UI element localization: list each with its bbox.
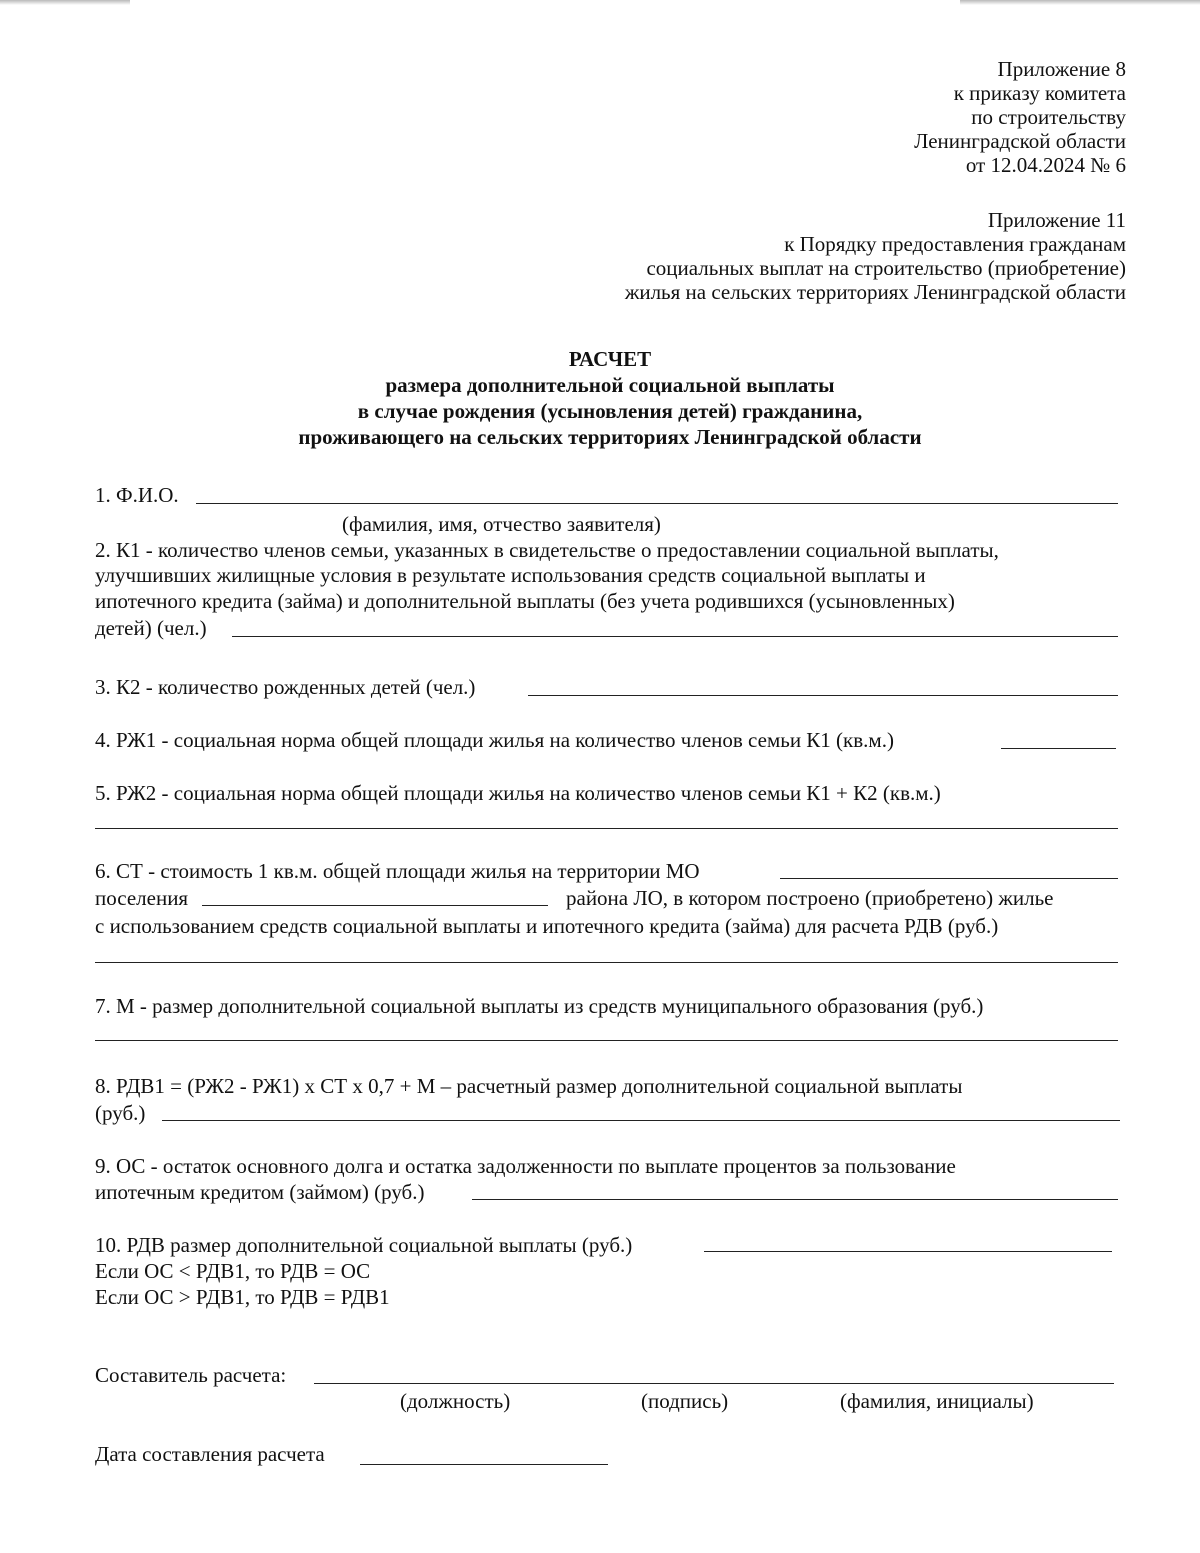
rzh2-fill-line[interactable] — [95, 828, 1118, 829]
header-order-line: от 12.04.2024 № 6 — [965, 153, 1126, 177]
signature-hint-name: (фамилия, инициалы) — [840, 1389, 1034, 1413]
os-text: ипотечным кредитом (займом) (руб.) — [95, 1180, 425, 1204]
st-text: 6. СТ - стоимость 1 кв.м. общей площади жилья на территории МО — [95, 859, 700, 883]
date-fill-line[interactable] — [360, 1464, 608, 1465]
k2-label: 3. К2 - количество рожденных детей (чел.) — [95, 675, 476, 699]
header-procedure-line: Приложение 11 — [987, 208, 1126, 232]
signature-label: Составитель расчета: — [95, 1363, 287, 1387]
date-label: Дата составления расчета — [95, 1442, 325, 1466]
rzh2-label: 5. РЖ2 - социальная норма общей площади жилья на количество членов семьи К1 + К2 (кв.м.) — [95, 781, 941, 805]
header-order-line: по строительству — [971, 105, 1126, 129]
k1-text: детей) (чел.) — [95, 616, 207, 640]
scan-artifact — [960, 0, 1200, 5]
rdv-fill-line[interactable] — [704, 1251, 1112, 1252]
m-fill-line[interactable] — [95, 1040, 1118, 1041]
st-mo-fill-line[interactable] — [780, 878, 1118, 879]
k1-text: ипотечного кредита (займа) и дополнительной выплаты (без учета родившихся (усыновленных) — [95, 589, 955, 613]
k1-text: улучшивших жилищные условия в результате использования средств социальной выплаты и — [95, 563, 926, 587]
st-settlement-fill-line[interactable] — [202, 905, 548, 906]
st-text: с использованием средств социальной выплаты и ипотечного кредита (займа) для расчета РДВ (руб.) — [95, 914, 999, 938]
header-order-line: Приложение 8 — [997, 57, 1126, 81]
header-procedure-line: социальных выплат на строительство (приобретение) — [646, 256, 1126, 280]
title-line: размера дополнительной социальной выплаты — [385, 373, 835, 397]
rdv1-text: (руб.) — [95, 1101, 146, 1125]
rzh1-fill-line[interactable] — [1001, 748, 1116, 749]
st-text: района ЛО, в котором построено (приобретено) жилье — [566, 886, 1054, 910]
rdv1-text: 8. РДВ1 = (РЖ2 - РЖ1) х СТ х 0,7 + М – расчетный размер дополнительной социальной выплаты — [95, 1074, 963, 1098]
signature-fill-line[interactable] — [314, 1383, 1114, 1384]
rdv-rule: Если ОС > РДВ1, то РДВ = РДВ1 — [95, 1285, 390, 1309]
k2-fill-line[interactable] — [528, 695, 1118, 696]
header-procedure-line: жилья на сельских территориях Ленинградской области — [624, 280, 1126, 304]
signature-hint-signature: (подпись) — [641, 1389, 729, 1413]
rdv-label: 10. РДВ размер дополнительной социальной выплаты (руб.) — [95, 1233, 633, 1257]
k1-fill-line[interactable] — [232, 636, 1118, 637]
fio-hint: (фамилия, имя, отчество заявителя) — [342, 512, 661, 536]
scan-artifact — [0, 0, 130, 5]
fio-label: 1. Ф.И.О. — [95, 483, 179, 507]
os-fill-line[interactable] — [472, 1199, 1118, 1200]
signature-hint-position: (должность) — [400, 1389, 511, 1413]
os-text: 9. ОС - остаток основного долга и остатка задолженности по выплате процентов за пользование — [95, 1154, 956, 1178]
title-line: РАСЧЕТ — [568, 347, 652, 371]
st-text: поселения — [95, 886, 189, 910]
rdv-rule: Если ОС < РДВ1, то РДВ = ОС — [95, 1259, 371, 1283]
rdv1-fill-line[interactable] — [162, 1120, 1120, 1121]
header-procedure-line: к Порядку предоставления гражданам — [784, 232, 1126, 256]
rzh1-label: 4. РЖ1 - социальная норма общей площади жилья на количество членов семьи К1 (кв.м.) — [95, 728, 894, 752]
title-line: проживающего на сельских территориях Ленинградской области — [298, 425, 922, 449]
header-order-line: Ленинградской области — [914, 129, 1126, 153]
st-fill-line[interactable] — [95, 962, 1118, 963]
fio-fill-line[interactable] — [196, 503, 1118, 504]
title-line: в случае рождения (усыновления детей) гражданина, — [357, 399, 863, 423]
m-label: 7. М - размер дополнительной социальной выплаты из средств муниципального образования (руб.) — [95, 994, 984, 1018]
k1-text: 2. К1 - количество членов семьи, указанных в свидетельстве о предоставлении социальной выплаты, — [95, 538, 999, 562]
header-order-line: к приказу комитета — [953, 81, 1126, 105]
